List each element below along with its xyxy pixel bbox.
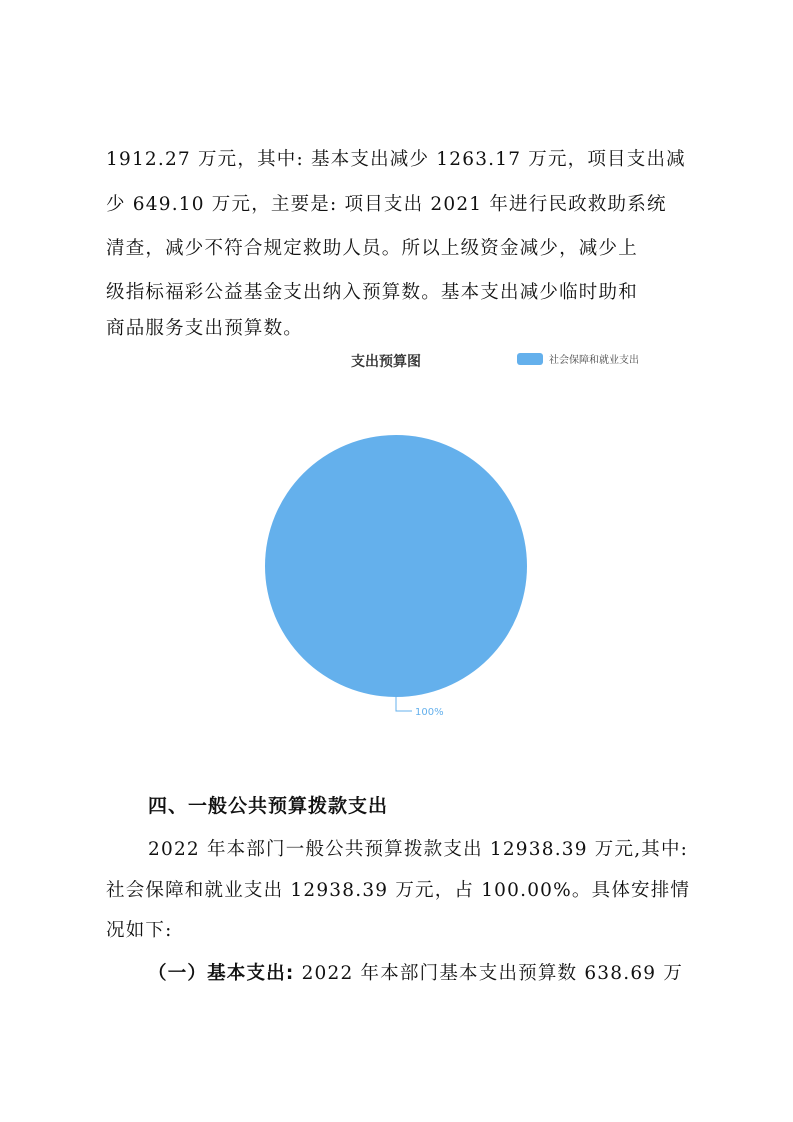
subsection-label: （一）基本支出: xyxy=(148,963,295,984)
text-line: 级指标福彩公益基金支出纳入预算数。基本支出减少临时助和 xyxy=(106,282,638,303)
text-line: 商品服务支出预算数。 xyxy=(106,318,304,339)
subsection-text: 2022 年本部门基本支出预算数 638.69 万 xyxy=(294,963,684,984)
text-line: 少 649.10 万元，主要是: 项目支出 2021 年进行民政救助系统 xyxy=(106,194,667,215)
text-line: 1912.27 万元，其中: 基本支出减少 1263.17 万元，项目支出减 xyxy=(106,149,686,170)
text-line: 2022 年本部门一般公共预算拨款支出 12938.39 万元,其中: xyxy=(148,839,689,860)
legend-label: 社会保障和就业支出 xyxy=(549,355,639,366)
text-line: 况如下: xyxy=(106,920,173,941)
pie-data-label: 100% xyxy=(415,707,444,718)
chart-title: 支出预算图 xyxy=(351,354,421,370)
subsection-line xyxy=(148,962,733,986)
section-heading: 四、一般公共预算拨款支出 xyxy=(148,795,389,817)
text-line: 清查，减少不符合规定救助人员。所以上级资金减少，减少上 xyxy=(106,238,638,259)
text-line: 社会保障和就业支出 12938.39 万元，占 100.00%。具体安排情 xyxy=(106,880,691,901)
